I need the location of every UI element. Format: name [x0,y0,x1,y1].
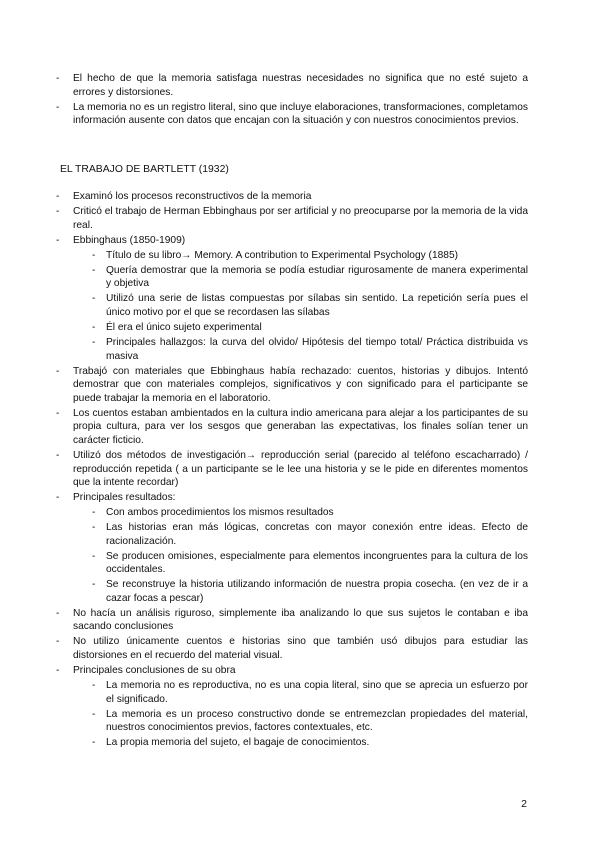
sub-bullet: - Él era el único sujeto experimental [92,322,262,334]
sub-bullet: - Principales hallazgos: la curva del olvido/ Hipótesis del tiempo total/ Práctica distribuida vs masiva [92,337,528,362]
sub-bullet: - Con ambos procedimientos los mismos resultados [92,507,334,519]
sub-bullet: - La propia memoria del sujeto, el bagaje de conocimientos. [92,737,370,749]
sub-bullet: - Quería demostrar que la memoria se podía estudiar rigurosamente de manera experimental y objetiva [92,264,528,290]
intro-bullet: - La memoria no es un registro literal, sino que incluye elaboraciones, transformaciones, completamos información ausente con datos que encajan con la situación y con nuestros conocimientos previos. [56,101,528,127]
intro-list [56,72,528,128]
sub-bullet: - Se producen omisiones, especialmente para elementos incongruentes para la cultura de los occidentales. [92,550,528,576]
bullet: - Principales conclusiones de su obra [56,664,236,676]
section-heading: EL TRABAJO DE BARTLETT (1932) [60,163,229,175]
bullet: - Principales resultados: [56,492,176,504]
sub-bullet: - La memoria no es reproductiva, no es una copia literal, sino que se aprecia un esfuerzo por el significado. [92,679,528,705]
bullet: - Criticó el trabajo de Herman Ebbinghaus por ser artificial y no preocuparse por la memoria de la vida real. [56,206,528,231]
bullet: - No hacía un análisis riguroso, simplemente iba analizando lo que sus sujetos le contaban e iba sacando conclusiones [56,607,528,633]
sub-bullet: - Utilizó una serie de listas compuestas por sílabas sin sentido. La repetición sería pues el único motivo por el que se recordasen las sílabas [92,293,528,319]
bullet: - Los cuentos estaban ambientados en la cultura indio americana para alejar a los participantes de su propia cultura, para ver los sesgos que generaban las expectativas, los finales solían tener un carácter ficticio. [56,407,528,446]
sub-bullet: - Título de su libro→ Memory. A contribution to Experimental Psychology (1885) [92,249,459,261]
bullet: - Utilizó dos métodos de investigación→ reproducción serial (parecido al teléfono escacharrado) / reproducción repetida ( a un participante se le lee una historia y se le pide en diferentes momentos que la intente recordar) [56,449,528,489]
bullet: - Ebbinghaus (1850-1909) [56,234,186,246]
page-number: 2 [521,798,527,810]
sub-bullet: - Las historias eran más lógicas, concretas con mayor conexión entre ideas. Efecto de racionalización. [92,522,528,547]
bullet: - No utilizo únicamente cuentos e historias sino que también usó dibujos para estudiar las distorsiones en el recuerdo del material visual. [56,636,528,661]
bullet: - Examinó los procesos reconstructivos de la memoria [56,191,312,203]
page-content [56,72,528,751]
intro-bullet: - El hecho de que la memoria satisfaga nuestras necesidades no significa que no esté sujeto a errores y distorsiones. [56,73,528,98]
sub-bullet: - La memoria es un proceso constructivo donde se entremezclan propiedades del material, nuestros conocimientos previos, factores contextuales, etc. [92,708,528,734]
sub-bullet: - Se reconstruye la historia utilizando información de nuestra propia cosecha. (en vez de ir a cazar focas a pescar) [92,579,528,604]
bullet: - Trabajó con materiales que Ebbinghaus había rechazado: cuentos, historias y dibujos. Intentó demostrar que con materiales complejos, significativos y con significado para el participante se puede trabajar la memoria en el laboratorio. [56,365,528,404]
section-list [56,190,528,749]
